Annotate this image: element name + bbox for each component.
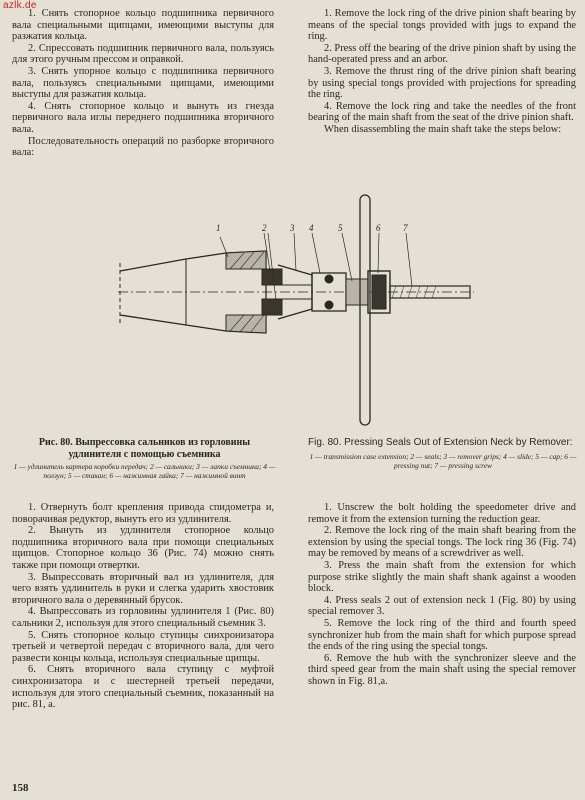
paragraph: 4. Press seals 2 out of extension neck 1 (Fig. 80) by using special remover 3. — [308, 594, 576, 618]
paragraph: 2. Вынуть из удлинителя стопорное кольцо подшипника вторичного вала при помощи специальных щипцов. Стопорное кольцо 36 (Рис. 74) можно снять также при помощи отвертки. — [12, 525, 274, 571]
paragraph: 5. Remove the lock ring of the third and fourth speed synchronizer hub from the main shaft for which purpose spread the ends of the ring using the special tongs. — [308, 617, 576, 653]
figure-label: 1 — [216, 223, 221, 233]
paragraph: 1. Remove the lock ring of the drive pinion shaft bearing by means of the special tongs provided with jugs to expand the ring. — [308, 8, 576, 43]
figure-label: 7 — [403, 223, 408, 233]
paragraph: 1. Unscrew the bolt holding the speedometer drive and remove it from the extension turning the reduction gear. — [308, 502, 576, 525]
left-column-bottom — [12, 502, 274, 711]
paragraph: 6. Remove the hub with the synchronizer sleeve and the third speed gear from the main shaft using the special remover shown in Fig. 81,a. — [308, 652, 576, 687]
paragraph: 3. Press the main shaft from the extension for which purpose strike slightly the main shaft shank against a wooden block. — [308, 559, 576, 595]
paragraph: 4. Выпрессовать из горловины удлинителя 1 (Рис. 80) сальники 2, используя для этого специальный съемник 3. — [12, 606, 274, 629]
figure-label: 5 — [338, 223, 343, 233]
figure-caption-ru: Рис. 80. Выпрессовка сальников из горловины удлинителя с помощью съемника — [38, 437, 251, 460]
figure-label: 3 — [290, 223, 295, 233]
paragraph: 5. Снять стопорное кольцо ступицы синхронизатора третьей и четвертой передач с вторичного вала, для чего развести концы кольца, используя специальные щипцы. — [12, 629, 274, 664]
paragraph: 2. Press off the bearing of the drive pinion shaft by using the hand-operated press and an arbor. — [308, 42, 576, 66]
paragraph: 2. Спрессовать подшипник первичного вала, пользуясь для этого ручным прессом и оправкой. — [12, 42, 274, 66]
paragraph: 3. Снять упорное кольцо с подшипника первичного вала, пользуясь специальными щипцами, имеющими выступы для разжатия кольца. — [12, 65, 274, 101]
right-column-top — [308, 8, 576, 136]
figure-legend-ru: 1 — удлинитель картера коробки передач; 2 — сальники; 3 — лапки съемника; 4 — ползун; 5 — стакан; 6 — нажимная гайка; 7 — нажимной винт — [13, 462, 276, 480]
watermark: azlk.de — [3, 0, 37, 11]
right-column-bottom — [308, 502, 576, 688]
paragraph: 1. Отвернуть болт крепления привода спидометра и, поворачивая редуктор, вынуть его из удлинителя. — [12, 502, 274, 525]
figure-label: 4 — [309, 223, 314, 233]
figure-80-drawing — [116, 193, 476, 428]
paragraph: 2. Remove the lock ring of the main shaft bearing from the extension by using the special tongs. The lock ring 36 (Fig. 74) may be removed by means of a screwdriver as well. — [308, 525, 576, 560]
paragraph: Последовательность операций по разборке вторичного вала: — [12, 135, 274, 159]
paragraph: 6. Снять вторичного вала ступицу с муфтой синхронизатора и с шестерней третьей передачи, используя для этого специальный съемник, показанный на рис. 81, а. — [12, 664, 274, 711]
figure-label: 2 — [262, 223, 267, 233]
page-number: 158 — [12, 782, 29, 794]
left-column-top — [12, 8, 274, 159]
paragraph: 1. Снять стопорное кольцо подшипника первичного вала специальными щипцами, имеющими выступы для разжатия кольца. — [12, 8, 274, 43]
figure-caption-en: Fig. 80. Pressing Seals Out of Extension Neck by Remover: — [308, 437, 573, 448]
paragraph: 3. Remove the thrust ring of the drive pinion shaft bearing by using special tongs provided with projections for spreading the ring. — [308, 65, 576, 101]
paragraph: 4. Remove the lock ring and take the needles of the front bearing of the main shaft from the seat of the drive pinion shaft. — [308, 100, 576, 124]
paragraph: 3. Выпрессовать вторичный вал из удлинителя, для чего взять удлинитель в руки и слегка ударить хвостовик вторичного вала о деревянный брусок. — [12, 571, 274, 606]
figure-label: 6 — [376, 223, 381, 233]
figure-legend-en: 1 — transmission case extension; 2 — seals; 3 — remover grips; 4 — slide; 5 — cap; 6 — pressing nut; 7 — pressing screw — [309, 452, 577, 470]
paragraph: 4. Снять стопорное кольцо и вынуть из гнезда первичного вала иглы переднего подшипника вторичного вала. — [12, 100, 274, 135]
paragraph: When disassembling the main shaft take the steps below: — [324, 123, 562, 135]
